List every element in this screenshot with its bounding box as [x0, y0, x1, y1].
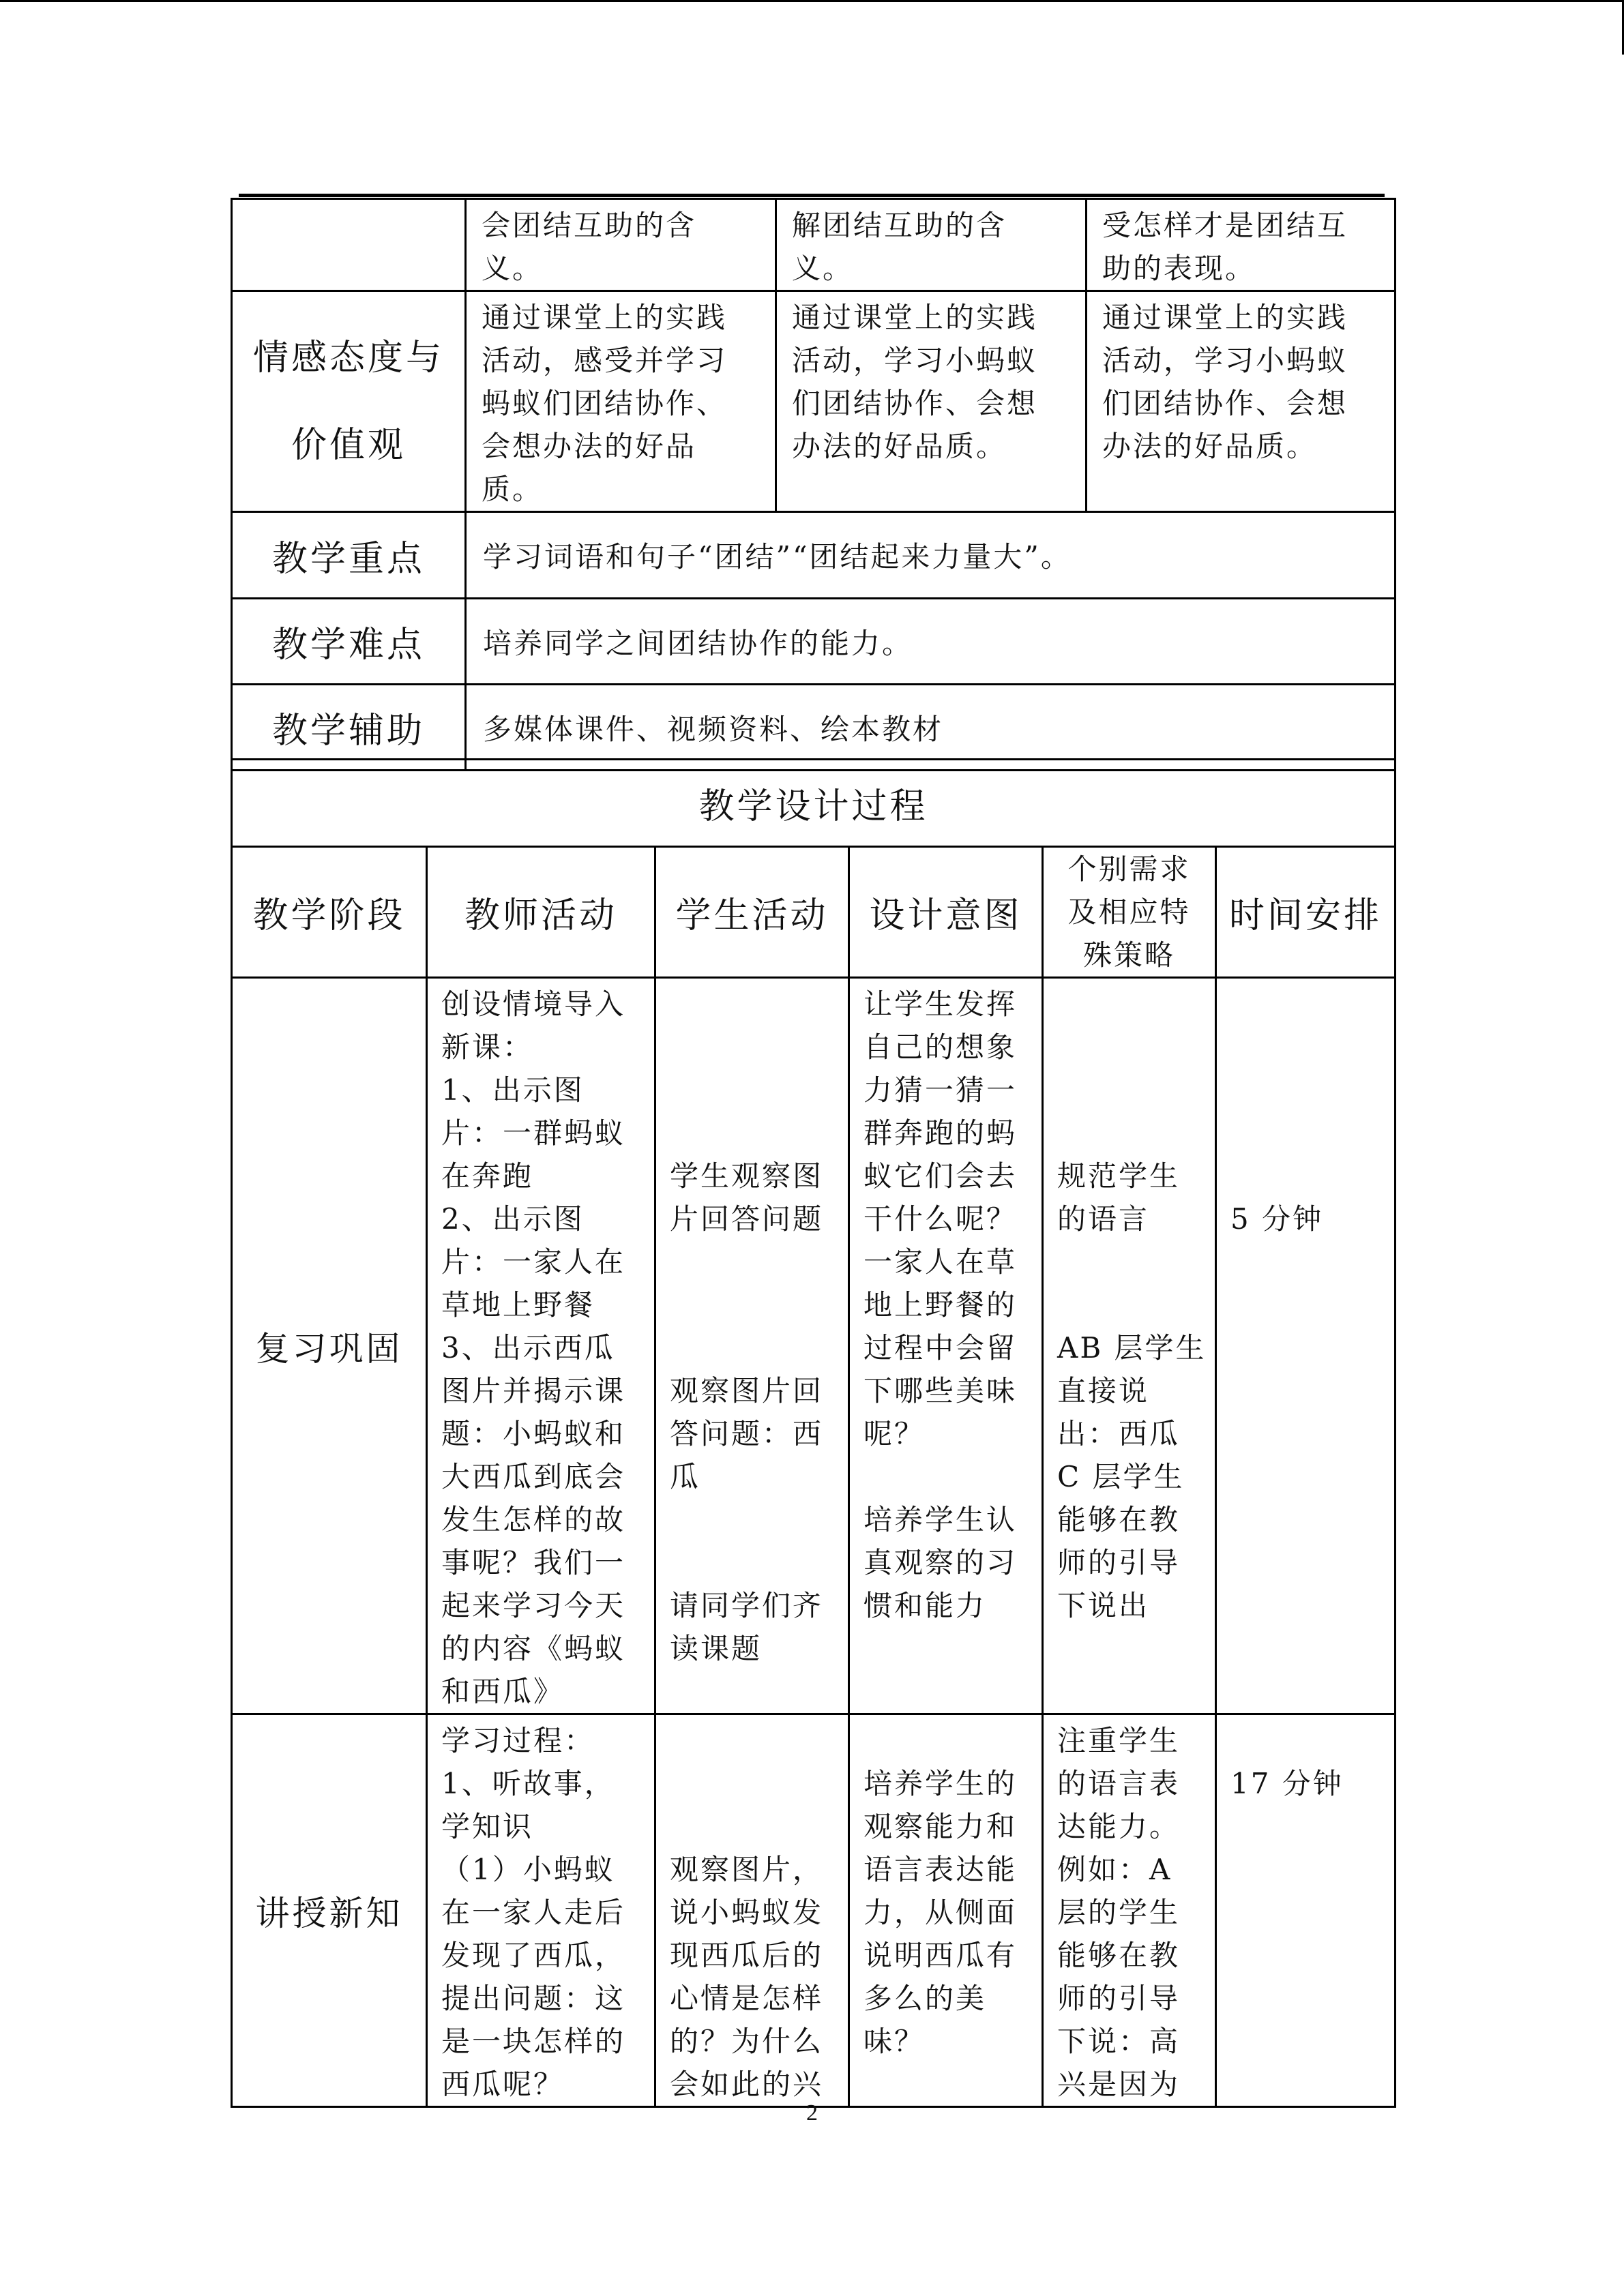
row-label — [232, 199, 466, 291]
page-top-border — [0, 0, 1624, 2]
table-row — [232, 1714, 1396, 2107]
header-needs: 个别需求 及相应特 殊策略 — [1043, 847, 1216, 978]
level-a-cell: 会团结互助的含 义。 — [466, 199, 776, 291]
table-row — [232, 599, 1396, 685]
aids-label: 教学辅助 — [232, 685, 466, 771]
table-row — [232, 760, 1396, 847]
time-cell: 5 分钟 — [1216, 978, 1396, 1714]
difficulty-label: 教学难点 — [232, 599, 466, 685]
level-c-cell: 通过课堂上的实践 活动，学习小蚂蚁 们团结协作、会想 办法的好品质。 — [1087, 291, 1396, 512]
level-b-cell: 解团结互助的含 义。 — [776, 199, 1087, 291]
key-point-label: 教学重点 — [232, 512, 466, 599]
process-title: 教学设计过程 — [232, 760, 1396, 847]
design-intent: 培养学生的 观察能力和 语言表达能 力，从侧面 说明西瓜有 多么的美 味？ — [849, 1714, 1043, 2107]
teacher-activity: 学习过程： 1、听故事， 学知识 （1）小蚂蚁 在一家人走后 发现了西瓜， 提出问题：这 是一块怎样的 西瓜呢？ — [427, 1714, 655, 2107]
table-row — [232, 685, 1396, 771]
design-intent: 让学生发挥 自己的想象 力猜一猜一 群奔跑的蚂 蚁它们会去 干什么呢？ 一家人在草 地上野餐的 过程中会留 下哪些美味 呢？ 培养学生认 真观察的习 惯和能力 — [849, 978, 1043, 1714]
table-row — [232, 199, 1396, 291]
difficulty-value: 培养同学之间团结协作的能力。 — [466, 599, 1396, 685]
stage-cell: 复习巩固 — [232, 978, 427, 1714]
special-needs: 注重学生 的语言表 达能力。 例如：A 层的学生 能够在教 师的引导 下说：高 兴是因为 — [1043, 1714, 1216, 2107]
table-row — [232, 291, 1396, 512]
teacher-activity: 创设情境导入 新课： 1、出示图 片：一群蚂蚁 在奔跑 2、出示图 片：一家人在 草地上野餐 3、出示西瓜 图片并揭示课 题：小蚂蚁和 大西瓜到底会 发生怎样的故 事呢？我们一 起来学习今天 的内容《蚂蚁 和西瓜》 — [427, 978, 655, 1714]
level-b-cell: 通过课堂上的实践 活动，学习小蚂蚁 们团结协作、会想 办法的好品质。 — [776, 291, 1087, 512]
table-row — [232, 847, 1396, 978]
header-time: 时间安排 — [1216, 847, 1396, 978]
special-needs: 规范学生 的语言 AB 层学生 直接说 出：西瓜 C 层学生 能够在教 师的引导 下说出 — [1043, 978, 1216, 1714]
header-intent: 设计意图 — [849, 847, 1043, 978]
page-number: 2 — [806, 2100, 818, 2126]
aids-value: 多媒体课件、视频资料、绘本教材 — [466, 685, 1396, 771]
table-row — [232, 978, 1396, 1714]
header-stage: 教学阶段 — [232, 847, 427, 978]
header-student: 学生活动 — [655, 847, 849, 978]
time-cell: 17 分钟 — [1216, 1714, 1396, 2107]
table-row — [232, 512, 1396, 599]
student-activity: 观察图片， 说小蚂蚁发 现西瓜后的 心情是怎样 的？为什么 会如此的兴 — [655, 1714, 849, 2107]
student-activity: 学生观察图 片回答问题 观察图片回 答问题：西 瓜 请同学们齐 读课题 — [655, 978, 849, 1714]
key-point-value: 学习词语和句子“团结”“团结起来力量大”。 — [466, 512, 1396, 599]
header-rule — [239, 194, 1385, 197]
process-table — [231, 758, 1396, 2108]
objectives-table — [231, 198, 1396, 771]
level-a-cell: 通过课堂上的实践 活动，感受并学习 蚂蚁们团结协作、 会想办法的好品 质。 — [466, 291, 776, 512]
stage-cell: 讲授新知 — [232, 1714, 427, 2107]
level-c-cell: 受怎样才是团结互 助的表现。 — [1087, 199, 1396, 291]
emotion-label: 情感态度与 价值观 — [232, 291, 466, 512]
header-teacher: 教师活动 — [427, 847, 655, 978]
